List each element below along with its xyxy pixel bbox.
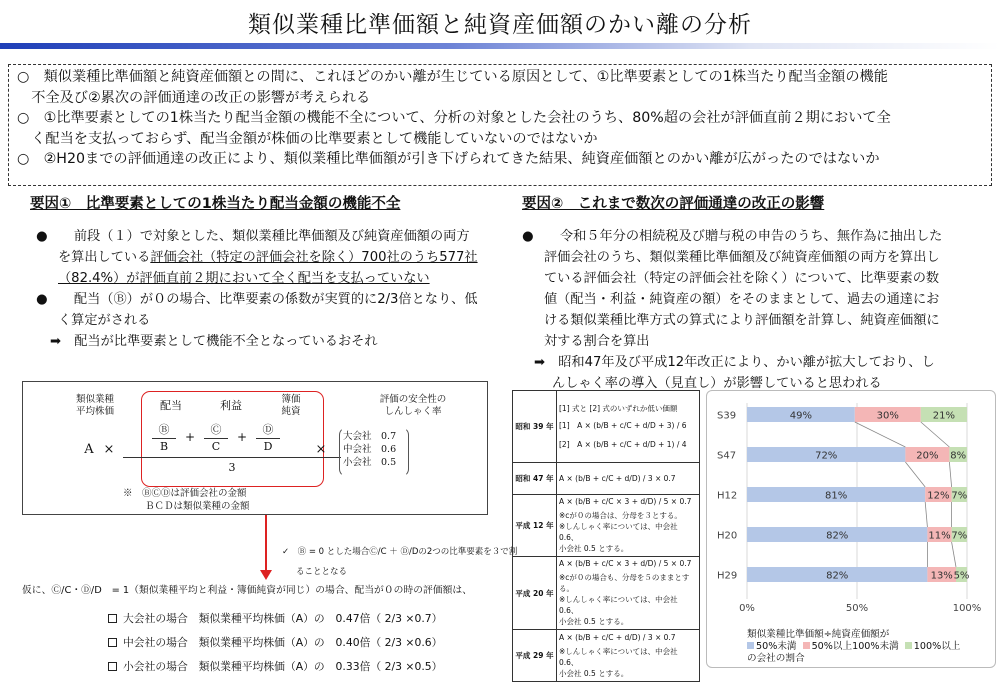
- formula-text: A × (b/B + c/C + d/D) / 3 × 0.7: [559, 474, 676, 483]
- era-cell: 昭和 47 年: [513, 463, 557, 495]
- series-connector-line: [905, 462, 925, 487]
- summary-line: く配当を支払っておらず、配当金額が株価の比準要素として機能していないのではないか: [17, 130, 598, 147]
- summary-box: [8, 64, 992, 186]
- category-label: S39: [717, 410, 737, 422]
- legend-swatch: [747, 642, 754, 649]
- red-arrow-head: [260, 570, 272, 580]
- data-label: 82%: [826, 530, 849, 542]
- para-line: 評価会社のうち、類似業種比準価額及び純資産価額の両方を算出し: [544, 250, 940, 265]
- case-text: 中会社の場合 類似業種平均株価（A）の 0.40倍（ 2/3 ×0.6）: [123, 636, 443, 649]
- checkbox-square-icon: [108, 662, 117, 671]
- formula-c: Ⓒ: [210, 423, 222, 436]
- formula-b: Ⓑ: [158, 423, 170, 436]
- case-small: [108, 659, 442, 674]
- table-row: [513, 630, 700, 682]
- category-label: H20: [717, 530, 738, 542]
- formula-text: 小会社 0.5 とする。: [559, 668, 629, 678]
- data-label: 81%: [824, 490, 848, 502]
- case-text: 大会社の場合 類似業種平均株価（A）の 0.47倍（ 2/3 ×0.7）: [123, 612, 443, 625]
- formula-text: ※cが０の場合も、分母を５のままとする。: [559, 573, 690, 593]
- para-line: 値（配当・利益・純資産の額）をそのままとして、過去の通達にお: [544, 292, 940, 307]
- formula-D: D: [263, 440, 273, 453]
- data-label: 8%: [950, 450, 967, 462]
- formula-text: ※しんしゃく率については、中会社0.6、: [559, 646, 678, 667]
- summary-line: ○ ②H20までの評価通達の改正により、類似業種比準価額が引き下げられてきた結果、純資産価額とのかい離が広がったのではないか: [17, 151, 880, 167]
- case-text: 小会社の場合 類似業種平均株価（A）の 0.33倍（ 2/3 ×0.5）: [123, 660, 443, 673]
- formula-C: C: [211, 440, 221, 453]
- formula-text: [1] A × (b/B + c/C + d/D + 3) / 6: [559, 421, 687, 430]
- para-arrow-line: んしゃく率の導入（見直し）が影響していると思われる: [552, 376, 882, 391]
- data-label: 11%: [928, 530, 951, 542]
- fraction-line: [152, 438, 176, 439]
- x-tick-label: 100%: [952, 603, 982, 614]
- para-line: ける類似業種比準方式の算式により評価額を計算し、純資産価額に: [544, 313, 940, 328]
- formula-text: [1] 式と [2] 式のいずれか低い価額: [559, 404, 678, 413]
- bullet-text: を算出している: [58, 250, 151, 265]
- formula-text: A × (b/B + c/C × 3 + d/D) / 5 × 0.7: [559, 559, 692, 568]
- chart-legend: [747, 629, 992, 665]
- page-title: 類似業種比準価額と純資産価額のかい離の分析: [248, 12, 752, 38]
- data-label: 12%: [927, 490, 950, 502]
- series-connector-line: [949, 462, 951, 487]
- legend-swatch: [803, 642, 810, 649]
- formula-cell: [557, 463, 700, 495]
- formula-text: [2] A × (b/B + c/C + d/D + 1) / 4: [559, 440, 687, 449]
- formula-cell: [557, 391, 700, 463]
- table-row: [513, 391, 700, 463]
- case-medium: [108, 635, 442, 650]
- data-label: 7%: [951, 530, 968, 542]
- data-label: 82%: [826, 570, 849, 582]
- summary-line: 不全及び②累次の評価通達の改正の影響が考えられる: [17, 89, 371, 106]
- formula-text: ※しんしゃく率については、中会社0.6、: [559, 595, 678, 615]
- formula-text: A × (b/B + c/C × 3 + d/D) / 5 × 0.7: [559, 497, 692, 506]
- data-label: 7%: [951, 490, 968, 502]
- legend-entry: 50%以上100%未満: [811, 641, 899, 652]
- formula-times: ×: [315, 442, 327, 457]
- legend-suffix: の会社の割合: [747, 653, 805, 664]
- left-heading: 要因① 比準要素としての1株当たり配当金額の機能不全: [30, 196, 401, 212]
- legend-entry: 50%未満: [756, 641, 797, 652]
- era-cell: 昭和 39 年: [513, 391, 557, 463]
- arrow-line: ➡ 配当が比準要素として機能不全となっているおそれ: [50, 334, 378, 349]
- bullet-underlined-text: 評価会社（特定の評価会社を除く）700社のうち577社: [150, 250, 478, 265]
- right-heading: 要因② これまで数次の評価通達の改正の影響: [522, 196, 825, 212]
- x-tick-label: 0%: [739, 603, 755, 614]
- formula-plus: +: [236, 430, 248, 444]
- formula-times: ×: [103, 442, 115, 457]
- summary-line: ○ 類似業種比準価額と純資産価額との間に、これほどのかい離が生じている原因として、①比準要素としての1株当たり配当金額の機能: [17, 69, 888, 85]
- data-label: 13%: [930, 570, 953, 582]
- data-label: 20%: [916, 450, 939, 462]
- fraction-line: [256, 438, 280, 439]
- legend-items: [747, 641, 992, 653]
- rate-small: 小会社 0.5: [343, 457, 397, 468]
- legend-title: 類似業種比準価額÷純資産価額が: [747, 629, 890, 640]
- formula-note-1: ※ ⒷⒸⒹは評価会社の金額: [123, 488, 247, 499]
- label-book-value: 簿価 純資: [281, 394, 301, 417]
- formula-d: Ⓓ: [262, 423, 274, 436]
- para-line: 対する割合を算出: [544, 334, 650, 349]
- case-large: [108, 611, 442, 626]
- legend-swatch: [905, 642, 912, 649]
- x-tick-label: 50%: [845, 603, 869, 614]
- data-label: 49%: [789, 410, 813, 422]
- para-line: ● 令和５年分の相続税及び贈与税の申告のうち、無作為に抽出した: [522, 229, 943, 244]
- formula-text: ※しんしゃく率については、中会社0.6、: [559, 522, 678, 542]
- formula-note-2: ＢＣＤは類似業種の金額: [145, 501, 250, 512]
- label-average-price: 類似業種 平均株価: [75, 394, 114, 417]
- bullet-line: （82.4%）が評価直前２期において全く配当を支払っていない: [58, 271, 430, 286]
- formula-text: 小会社 0.5 とする。: [559, 544, 629, 553]
- para-arrow-line: ➡ 昭和47年及び平成12年改正により、かい離が拡大しており、し: [534, 355, 935, 370]
- formula-cell: [557, 495, 700, 557]
- table-row: [513, 463, 700, 495]
- checkbox-square-icon: [108, 638, 117, 647]
- formula-three: 3: [228, 461, 236, 474]
- label-profit: 利益: [220, 399, 242, 412]
- left-bullet-1: [36, 226, 478, 352]
- table-row: [513, 495, 700, 557]
- summary-line: ○ ①比準要素としての1株当たり配当金額の機能不全について、分析の対象とした会社のうち、80%超の会社が評価直前２期において全: [17, 110, 891, 126]
- chart-canvas: [707, 391, 997, 629]
- formula-text: A × (b/B + c/C + d/D) / 3 × 0.7: [559, 632, 676, 642]
- formula-panel: [22, 381, 488, 515]
- label-safety-rate: 評価の安全性の しんしゃく率: [379, 394, 447, 417]
- formula-B: B: [159, 440, 169, 453]
- bullet-line: [36, 247, 478, 268]
- main-fraction-line: [123, 457, 341, 458]
- rate-large: 大会社 0.7: [343, 431, 397, 442]
- arrow-note: [282, 545, 517, 577]
- legend-entry: 100%以上: [913, 641, 961, 652]
- title-gradient-bar: [0, 43, 1000, 49]
- series-connector-line: [855, 422, 906, 447]
- formula-text: ※cが０の場合は、分母を３とする。: [559, 511, 682, 520]
- para-line: ている評価会社（特定の評価会社を除く）について、比準要素の数: [544, 271, 940, 286]
- bullet-line: ● 配当（Ⓑ）が０の場合、比準要素の係数が実質的に2/3倍となり、低: [36, 292, 478, 307]
- data-label: 5%: [953, 570, 970, 582]
- hypothesis-text: 仮に、Ⓒ/C・Ⓓ/D = 1（類似業種平均と利益・簿価純資が同じ）の場合、配当が０の時の評価額は、: [22, 585, 473, 596]
- checkbox-square-icon: [108, 614, 117, 623]
- series-connector-line: [925, 502, 927, 527]
- arrow-note-line: ✓ Ⓑ = 0 とした場合Ⓒ/C ＋ Ⓓ/Dの2つの比準要素を３で割: [282, 547, 518, 557]
- red-arrow-shaft: [265, 515, 267, 573]
- data-label: 72%: [815, 450, 838, 462]
- formula-cell: [557, 557, 700, 630]
- ratio-chart: [706, 390, 996, 668]
- formula-cell: [557, 630, 700, 682]
- data-label: 21%: [932, 410, 956, 422]
- bullet-line: ● 前段（１）で対象とした、類似業種比準価額及び純資産価額の両方: [36, 229, 470, 244]
- formula-text: 小会社 0.5 とする。: [559, 617, 629, 626]
- formula-history-table: [512, 390, 700, 682]
- category-label: H29: [717, 570, 738, 582]
- label-dividend: 配当: [160, 399, 182, 412]
- era-cell: 平成 12 年: [513, 495, 557, 557]
- category-label: H12: [717, 490, 738, 502]
- formula-A: A: [84, 442, 94, 457]
- formula-plus: +: [184, 430, 196, 444]
- data-label: 30%: [876, 410, 899, 422]
- series-connector-line: [921, 422, 950, 447]
- era-cell: 平成 29 年: [513, 630, 557, 682]
- arrow-note-line: ることとなる: [296, 567, 348, 577]
- category-label: S47: [717, 450, 737, 462]
- fraction-line: [204, 438, 228, 439]
- bullet-line: く算定がされる: [58, 313, 151, 328]
- series-connector-line: [952, 542, 956, 567]
- era-cell: 平成 20 年: [513, 557, 557, 630]
- right-paragraph: [522, 226, 992, 394]
- table-row: [513, 557, 700, 630]
- rate-medium: 中会社 0.6: [343, 444, 397, 455]
